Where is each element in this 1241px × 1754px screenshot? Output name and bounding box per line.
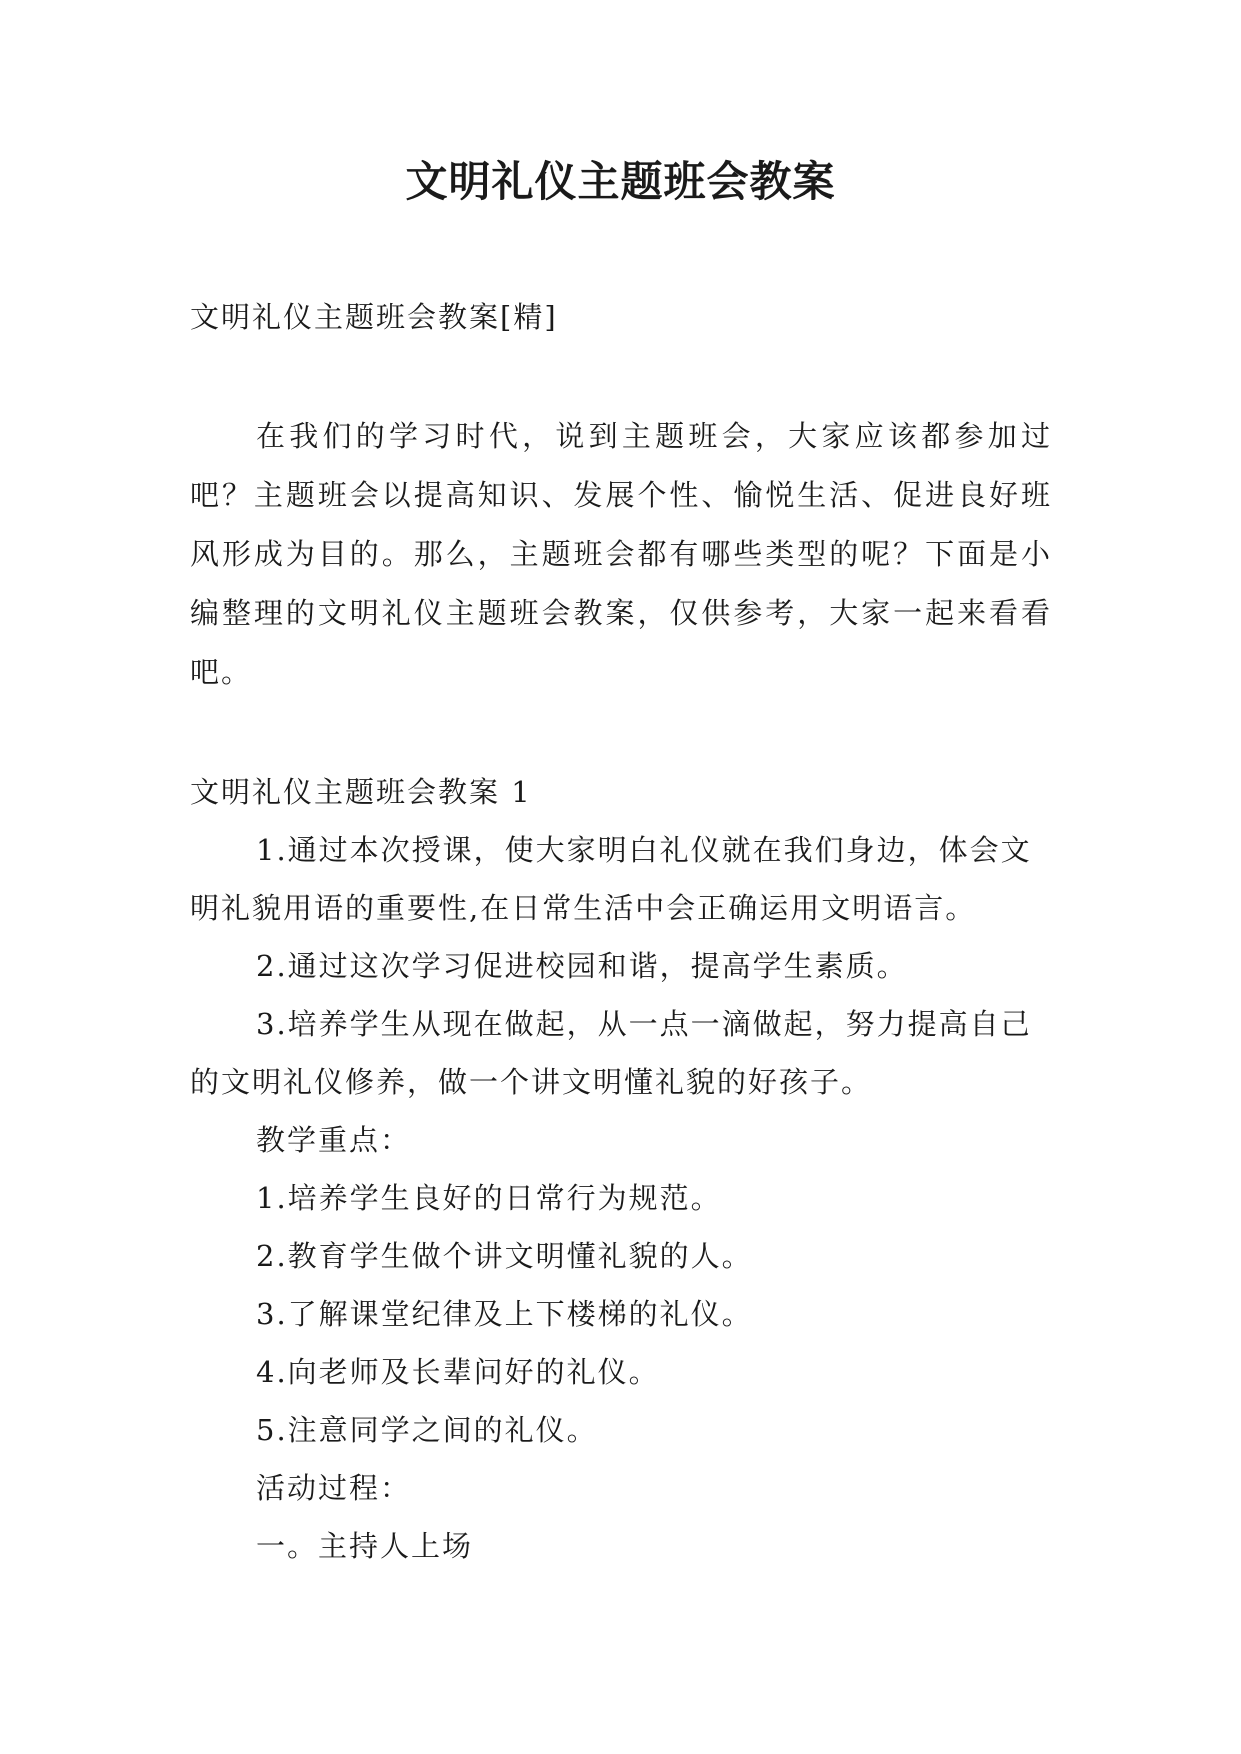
objective-2: 2.通过这次学习促进校园和谐，提高学生素质。 [256,949,908,983]
key-point-1: 1.培养学生良好的日常行为规范。 [256,1181,722,1215]
key-points-heading: 教学重点： [256,1123,412,1157]
key-point-5: 5.注意同学之间的礼仪。 [256,1413,598,1447]
activity-step-1: 一。主持人上场 [256,1529,474,1563]
document-title: 文明礼仪主题班会教案 [405,157,836,206]
key-point-3: 3.了解课堂纪律及上下楼梯的礼仪。 [256,1297,753,1331]
section-heading: 文明礼仪主题班会教案 1 [190,775,532,809]
key-point-2: 2.教育学生做个讲文明懂礼貌的人。 [256,1239,753,1273]
intro-paragraph: 在我们的学习时代，说到主题班会，大家应该都参加过吧？主题班会以提高知识、发展个性、愉悦生活、促进良好班风形成为目的。那么，主题班会都有哪些类型的呢？下面是小编整理的文明礼仪主题班会教案，仅供参考，大家一起来看看吧。 [190,419,1052,689]
objective-3: 3.培养学生从现在做起，从一点一滴做起，努力提高自己的文明礼仪修养，做一个讲文明懂礼貌的好孩子。 [190,1007,1032,1099]
objective-1: 1.通过本次授课，使大家明白礼仪就在我们身边，体会文明礼貌用语的重要性,在日常生活中会正确运用文明语言。 [190,833,1032,925]
section-lesson-plan-1 [190,763,1052,1575]
activity-process-heading: 活动过程： [256,1471,412,1505]
key-point-4: 4.向老师及长辈问好的礼仪。 [256,1355,660,1389]
document-subtitle: 文明礼仪主题班会教案[精] [190,300,558,334]
